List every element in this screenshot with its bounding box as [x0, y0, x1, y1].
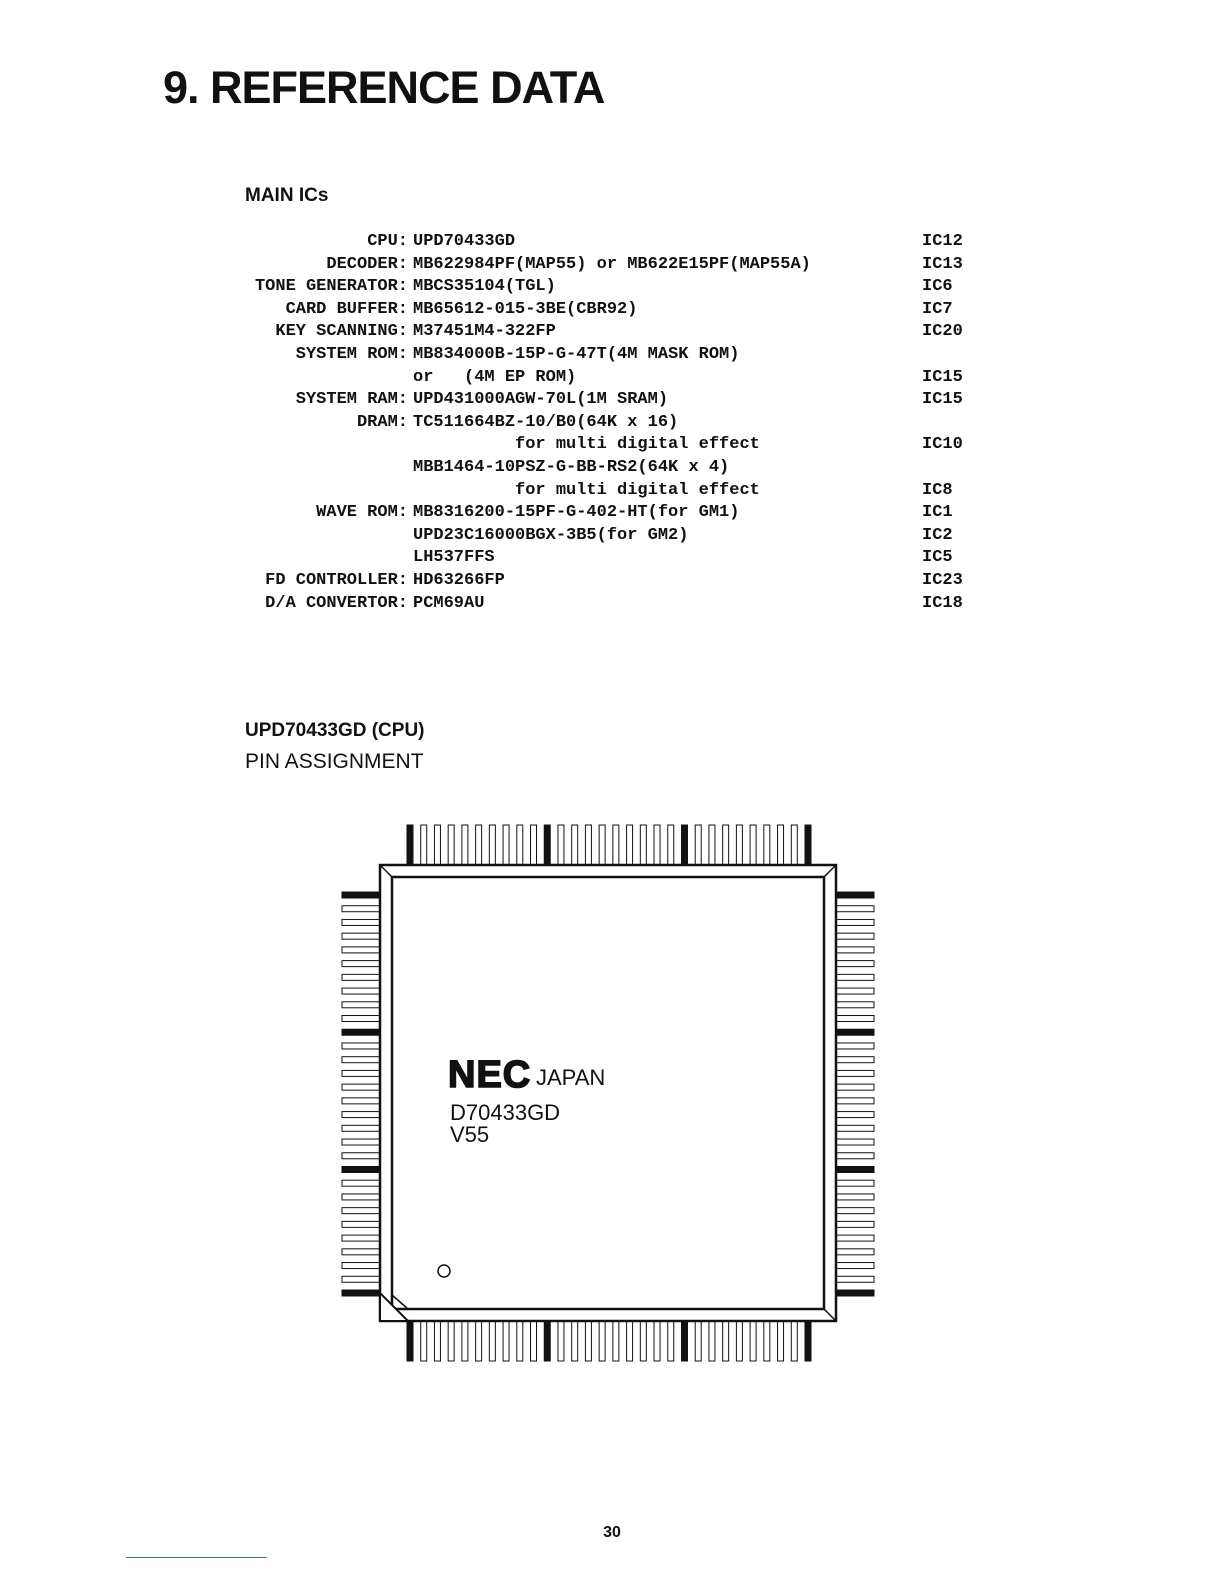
chip-pin [342, 1098, 380, 1104]
section-title: 9. REFERENCE DATA [163, 62, 605, 113]
ic-table-part: for multi digital effect [413, 435, 760, 455]
chip-pin [805, 1321, 811, 1361]
chip-pin [342, 961, 380, 967]
ic-table-part: PCM69AU [413, 593, 485, 613]
pins-right [836, 892, 874, 1296]
chip-pin [836, 1194, 874, 1200]
ic-table-label: SYSTEM RAM: [295, 390, 408, 410]
chip-pin [421, 825, 427, 865]
ic-table-row [238, 344, 978, 367]
chip-pin [503, 825, 509, 865]
ic-table-ref: IC5 [922, 548, 953, 568]
chip-pin [695, 1321, 701, 1361]
ic-table-row [238, 412, 978, 435]
chip-pin [342, 906, 380, 912]
chip-pin [654, 1321, 660, 1361]
chip-pin [836, 1221, 874, 1227]
ic-table-label: WAVE ROM: [316, 503, 408, 523]
chip-pin [836, 1125, 874, 1131]
ic-table-part: MBCS35104(TGL) [413, 277, 556, 297]
chip-pin [544, 1321, 550, 1361]
ic-table-ref: IC12 [922, 232, 963, 251]
chip-pin [342, 892, 380, 898]
chip-pin [421, 1321, 427, 1361]
ic-table-ref: IC1 [922, 503, 953, 523]
chip-pin [640, 1321, 646, 1361]
ic-table-row [238, 502, 978, 525]
chip-pin [342, 1016, 380, 1022]
ic-table-part: UPD70433GD [413, 232, 516, 251]
chip-pin [342, 933, 380, 939]
ic-table-ref: IC15 [922, 367, 963, 387]
ic-table-part: LH537FFS [413, 548, 495, 568]
chip-pin [517, 825, 523, 865]
main-ics-heading: MAIN ICs [245, 185, 329, 206]
chip-pin [736, 1321, 742, 1361]
chip-pin [342, 1180, 380, 1186]
chip-pin [342, 1194, 380, 1200]
chip-pin [836, 1112, 874, 1118]
chip-pin [836, 1043, 874, 1049]
ic-table-ref: IC20 [922, 322, 963, 342]
ic-table-part: TC511664BZ-10/B0(64K x 16) [413, 412, 679, 432]
chip-pin [448, 825, 454, 865]
pins-top [407, 825, 811, 865]
chip-pin [448, 1321, 454, 1361]
chip-pin [723, 1321, 729, 1361]
chip-pin [681, 825, 687, 865]
chip-pin [836, 1276, 874, 1282]
ic-table-ref: IC23 [922, 570, 963, 590]
ic-table-ref: IC13 [922, 254, 963, 274]
chip-pin [681, 1321, 687, 1361]
chip-pin [342, 988, 380, 994]
chip-pin [599, 825, 605, 865]
pins-bottom [407, 1321, 811, 1361]
chip-pin [836, 1070, 874, 1076]
chip-pin [836, 892, 874, 898]
ic-table-label: CARD BUFFER: [285, 299, 408, 319]
chip-pin [476, 825, 482, 865]
chip-pin [342, 919, 380, 925]
chip-pin [836, 988, 874, 994]
ic-table-row [238, 231, 978, 254]
pin1-dot [438, 1265, 450, 1277]
ic-table-part: MB8316200-15PF-G-402-HT(for GM1) [413, 503, 740, 523]
chip-pin [709, 825, 715, 865]
chip-pin [750, 825, 756, 865]
chip-model: V55 [450, 1122, 490, 1147]
chip-pin [836, 1139, 874, 1145]
chip-pin [750, 1321, 756, 1361]
ic-table-row [238, 321, 978, 344]
chip-pin [723, 825, 729, 865]
ic-table-label: CPU: [367, 232, 408, 251]
page-number: 30 [603, 1524, 621, 1541]
chip-pin [572, 825, 578, 865]
ic-table-row [238, 434, 978, 457]
ic-table-row [238, 367, 978, 390]
chip-pin [342, 1166, 380, 1172]
ic-table-ref: IC15 [922, 390, 963, 410]
chip-pin [476, 1321, 482, 1361]
ic-table-label: D/A CONVERTOR: [265, 593, 408, 613]
chip-pin [531, 825, 537, 865]
chip-pin [668, 825, 674, 865]
chip-pin [836, 974, 874, 980]
chip-pin [342, 1043, 380, 1049]
ic-table-part: UPD431000AGW-70L(1M SRAM) [413, 390, 669, 410]
nec-logo: NEC [448, 1054, 532, 1096]
chip-pin [503, 1321, 509, 1361]
chip-pin [736, 825, 742, 865]
chip-pin [544, 825, 550, 865]
cpu-chip-diagram [330, 815, 890, 1375]
chip-pin [836, 1290, 874, 1296]
chip-pin [836, 1235, 874, 1241]
chip-pin [342, 1057, 380, 1063]
footer-rule [126, 1557, 267, 1558]
chip-pin [342, 1070, 380, 1076]
ic-table-row [238, 276, 978, 299]
chip-pin [407, 825, 413, 865]
chip-pin [342, 1276, 380, 1282]
chip-pin [695, 825, 701, 865]
chip-country: JAPAN [536, 1065, 606, 1090]
chip-pin [613, 1321, 619, 1361]
pin-assignment-heading: PIN ASSIGNMENT [245, 750, 424, 773]
main-ics-table [238, 231, 978, 615]
chip-pin [836, 1249, 874, 1255]
chip-pin [342, 1235, 380, 1241]
chip-pin [572, 1321, 578, 1361]
ic-table-label: TONE GENERATOR: [254, 277, 408, 297]
ic-table-label: KEY SCANNING: [275, 322, 408, 342]
chip-pin [836, 1016, 874, 1022]
chip-pin [791, 1321, 797, 1361]
ic-table-ref: IC7 [922, 299, 953, 319]
chip-pin [434, 1321, 440, 1361]
chip-pin [342, 1153, 380, 1159]
ic-table-row [238, 480, 978, 503]
chip-pin [778, 825, 784, 865]
chip-pin [836, 1166, 874, 1172]
ic-table-part: MB622984PF(MAP55) or MB622E15PF(MAP55A) [413, 254, 811, 274]
ic-table-label: DECODER: [326, 254, 408, 274]
chip-pin [585, 1321, 591, 1361]
chip-pin [836, 906, 874, 912]
chip-pin [342, 974, 380, 980]
chip-pin [836, 1263, 874, 1269]
ic-table-row [238, 525, 978, 548]
chip-pin [462, 1321, 468, 1361]
chip-pin [342, 1290, 380, 1296]
ic-table-row [238, 593, 978, 616]
cpu-heading: UPD70433GD (CPU) [245, 720, 425, 741]
chip-pin [836, 1180, 874, 1186]
chip-pin [836, 1208, 874, 1214]
chip-pin [489, 825, 495, 865]
chip-pin [764, 1321, 770, 1361]
chip-pin [805, 825, 811, 865]
chip-pin [407, 1321, 413, 1361]
ic-table-label: DRAM: [356, 412, 408, 432]
pins-left [342, 892, 380, 1296]
ic-table-ref: IC6 [922, 277, 953, 297]
chip-pin [599, 1321, 605, 1361]
chip-pin [836, 1002, 874, 1008]
chip-pin [836, 1153, 874, 1159]
chip-pin [640, 825, 646, 865]
chip-pin [342, 1002, 380, 1008]
ic-table-row [238, 389, 978, 412]
ic-table-part: MBB1464-10PSZ-G-BB-RS2(64K x 4) [413, 457, 730, 477]
chip-pin [668, 1321, 674, 1361]
chip-pin [836, 1029, 874, 1035]
ic-table-label: FD CONTROLLER: [265, 570, 408, 590]
ic-table-part: or (4M EP ROM) [413, 367, 577, 387]
ic-table-ref: IC2 [922, 525, 953, 545]
ic-table-label: SYSTEM ROM: [295, 344, 408, 364]
chip-pin [791, 825, 797, 865]
chip-pin [342, 1084, 380, 1090]
ic-table-part: UPD23C16000BGX-3B5(for GM2) [413, 525, 689, 545]
chip-pin [627, 825, 633, 865]
ic-table-ref: IC18 [922, 593, 963, 613]
chip-pin [585, 825, 591, 865]
chip-pin [342, 947, 380, 953]
ic-table-part: for multi digital effect [413, 480, 760, 500]
ic-table-row [238, 299, 978, 322]
chip-pin [489, 1321, 495, 1361]
chip-part-number: D70433GD [450, 1100, 561, 1125]
chip-pin [342, 1139, 380, 1145]
chip-pin [709, 1321, 715, 1361]
chip-pin [836, 919, 874, 925]
chip-pin [462, 825, 468, 865]
chip-pin [778, 1321, 784, 1361]
ic-table-part: MB65612-015-3BE(CBR92) [413, 299, 638, 319]
chip-pin [342, 1249, 380, 1255]
chip-pin [517, 1321, 523, 1361]
chip-pin [613, 825, 619, 865]
chip-pin [836, 1084, 874, 1090]
chip-pin [342, 1029, 380, 1035]
chip-pin [627, 1321, 633, 1361]
chip-pin [342, 1263, 380, 1269]
chip-pin [836, 1098, 874, 1104]
chip-pin [764, 825, 770, 865]
ic-table-ref: IC10 [922, 435, 963, 455]
ic-table-row [238, 457, 978, 480]
chip-pin [342, 1112, 380, 1118]
chip-pin [342, 1125, 380, 1131]
chip-pin [434, 825, 440, 865]
chip-pin [558, 825, 564, 865]
ic-table-ref: IC8 [922, 480, 953, 500]
chip-pin [836, 947, 874, 953]
ic-table-part: HD63266FP [413, 570, 505, 590]
ic-table-part: M37451M4-322FP [413, 322, 556, 342]
ic-table-row [238, 254, 978, 277]
chip-pin [342, 1221, 380, 1227]
chip-pin [342, 1208, 380, 1214]
ic-table-part: MB834000B-15P-G-47T(4M MASK ROM) [413, 344, 740, 364]
chip-pin [836, 961, 874, 967]
chip-pin [654, 825, 660, 865]
ic-table-row [238, 547, 978, 570]
ic-table-row [238, 570, 978, 593]
chip-pin [836, 1057, 874, 1063]
chip-pin [558, 1321, 564, 1361]
chip-pin [836, 933, 874, 939]
chip-pin [531, 1321, 537, 1361]
